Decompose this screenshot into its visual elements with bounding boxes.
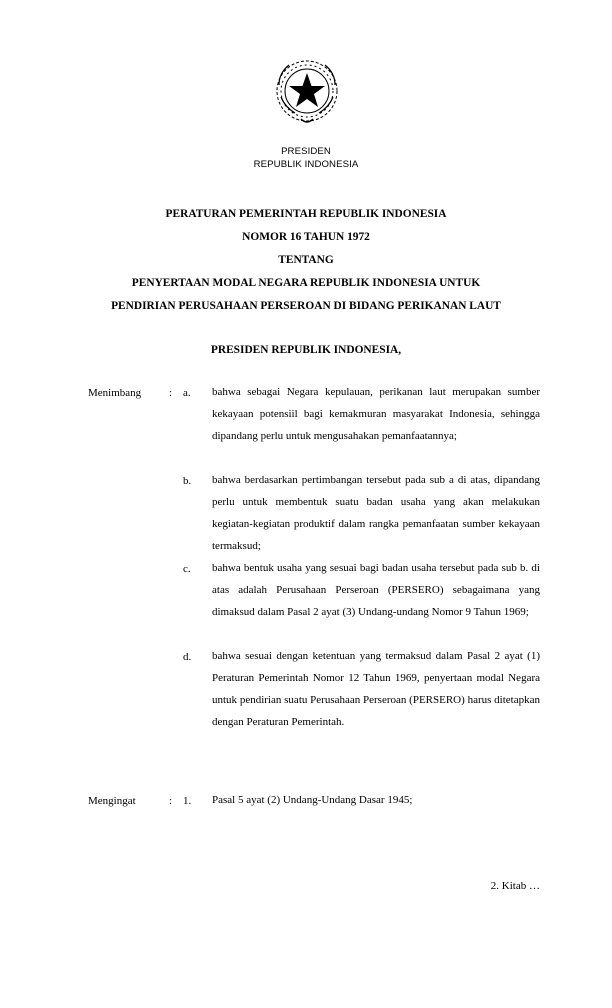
menimbang-item-number: d. bbox=[183, 651, 192, 663]
menimbang-item-text: bahwa sesuai dengan ketentuan yang termaksud dalam Pasal 2 ayat (1) Peraturan Pemerintah Nomor 12 Tahun 1969, penyertaan modal Negara untuk pendirian suatu Perusahaan Perseroan (PERSERO) harus ditetapkan dengan Peraturan Pemerintah. bbox=[212, 650, 540, 728]
regulation-number: NOMOR 16 TAHUN 1972 bbox=[242, 231, 370, 243]
page-continuation: 2. Kitab … bbox=[490, 880, 540, 892]
regulation-subject-line1: PENYERTAAN MODAL NEGARA REPUBLIK INDONESIA UNTUK bbox=[131, 277, 481, 289]
regulation-subject-line2: PENDIRIAN PERUSAHAAN PERSEROAN DI BIDANG PERIKANAN LAUT bbox=[111, 300, 501, 312]
mengingat-colon: : bbox=[169, 795, 173, 807]
menimbang-item-number: c. bbox=[183, 563, 191, 575]
mengingat-item-text: Pasal 5 ayat (2) Undang-Undang Dasar 1945; bbox=[212, 794, 413, 806]
institution-name-line2: REPUBLIK INDONESIA bbox=[253, 159, 359, 170]
menimbang-label: Menimbang bbox=[88, 387, 142, 399]
regulation-title: PERATURAN PEMERINTAH REPUBLIK INDONESIA bbox=[165, 208, 447, 220]
regulation-issuer: PRESIDEN REPUBLIK INDONESIA, bbox=[210, 344, 402, 356]
regulation-about: TENTANG bbox=[278, 254, 334, 266]
menimbang-item-text: bahwa berdasarkan pertimbangan tersebut pada sub a di atas, dipandang perlu untuk membentuk suatu badan usaha yang akan melakukan kegiatan-kegiatan produktif dalam rangka pemanfaatan sumber kekayaan termaksud; bbox=[212, 474, 540, 552]
institution-name-line1: PRESIDEN bbox=[281, 146, 331, 157]
mengingat-item-number: 1. bbox=[183, 795, 192, 807]
presidential-emblem-icon bbox=[271, 57, 343, 129]
mengingat-label: Mengingat bbox=[88, 795, 136, 807]
menimbang-item-text: bahwa bentuk usaha yang sesuai bagi badan usaha tersebut pada sub b. di atas adalah Perusahaan Perseroan (PERSERO) sebagaimana yang dimaksud dalam Pasal 2 ayat (3) Undang-undang Nomor 9 Tahun 1969; bbox=[212, 562, 540, 618]
menimbang-item-number: a. bbox=[183, 387, 191, 399]
menimbang-colon: : bbox=[169, 387, 173, 399]
menimbang-item-text: bahwa sebagai Negara kepulauan, perikanan laut merupakan sumber kekayaan potensiil bagi kemakmuran masyarakat Indonesia, sehingga dipandang perlu untuk mengusahakan pemanfaatannya; bbox=[212, 386, 540, 442]
menimbang-item-number: b. bbox=[183, 475, 192, 487]
